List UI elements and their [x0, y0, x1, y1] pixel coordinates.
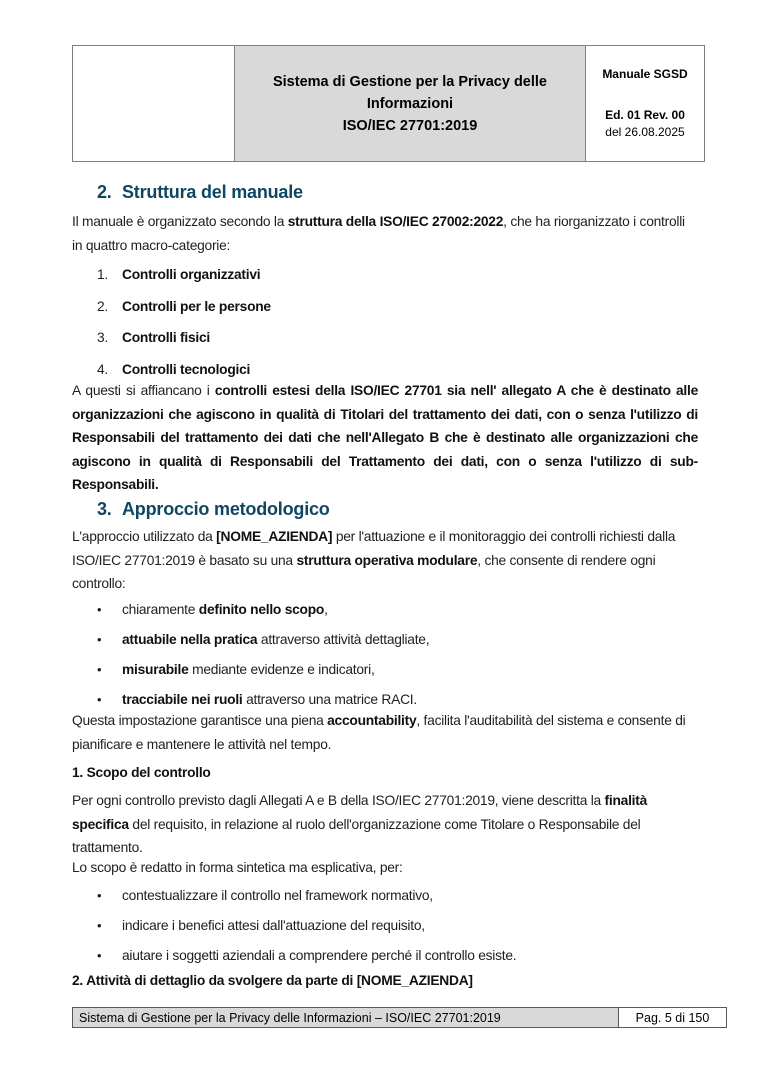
text-run-bold: definito nello scopo — [198, 602, 325, 617]
text-run: Per ogni controllo previsto dagli Allegati A e B della ISO/IEC 27701:2019, viene descritta la — [72, 793, 605, 808]
footer-title: Sistema di Gestione per la Privacy delle Informazioni – ISO/IEC 27701:2019 — [79, 1010, 501, 1025]
list-item — [72, 358, 698, 382]
text-run-bold: attuabile nella pratica — [122, 632, 258, 647]
paragraph-finalita — [72, 789, 698, 860]
heading-number: 3. — [97, 499, 112, 519]
list-item — [72, 688, 698, 712]
text-run: L'approccio utilizzato da — [72, 529, 217, 544]
heading-text: Struttura del manuale — [122, 182, 303, 202]
subheading-scopo: 1. Scopo del controllo — [72, 765, 211, 780]
subheading-attivita: 2. Attività di dettaglio da svolgere da parte di [NOME_AZIENDA] — [72, 973, 473, 988]
list-number: 1. — [97, 267, 109, 282]
bullet-icon: • — [97, 948, 102, 963]
list-item-label: Controlli fisici — [122, 330, 210, 345]
document-title: Sistema di Gestione per la Privacy delle Informazioni — [272, 73, 547, 112]
list-item-text — [122, 658, 375, 682]
text-run: Questa impostazione garantisce una piena — [72, 713, 328, 728]
list-item — [72, 598, 698, 622]
text-run: A questi si affiancano i — [72, 383, 215, 398]
section-heading-3 — [72, 498, 698, 521]
footer-page-cell — [619, 1008, 726, 1027]
bullet-icon: • — [97, 602, 102, 617]
section-heading-2 — [72, 181, 698, 204]
paragraph-accountability — [72, 709, 698, 756]
list-item-text — [122, 688, 417, 712]
list-item-label: Controlli per le persone — [122, 298, 271, 314]
list-item — [72, 658, 698, 682]
bullet-list-scopo — [72, 884, 698, 974]
list-item — [72, 914, 698, 938]
doc-code: Manuale SGSD — [602, 67, 688, 81]
bullet-icon: • — [97, 662, 102, 677]
text-run-bold: misurabile — [122, 662, 189, 677]
logo-placeholder — [73, 46, 235, 161]
text-run-bold: [NOME_AZIENDA] — [216, 529, 333, 544]
text-run: del requisito, in relazione al ruolo dell'organizzazione come Titolare o Responsabile del trattamento. — [72, 816, 641, 855]
standard-reference: ISO/IEC 27701:2019 — [342, 117, 478, 134]
list-item-text — [122, 598, 328, 622]
bullet-icon: • — [97, 888, 102, 903]
text-run: , — [324, 602, 328, 617]
list-item-label: Controlli organizzativi — [122, 267, 261, 282]
heading-text: Approccio metodologico — [122, 499, 330, 519]
list-item — [72, 295, 698, 319]
footer-table — [72, 1007, 727, 1028]
list-number: 3. — [97, 330, 109, 345]
text-run: , che consente di rendere ogni controllo: — [72, 552, 656, 591]
text-run-bold: struttura operativa modulare — [296, 552, 478, 568]
page-indicator: Pag. 5 di 150 — [635, 1010, 710, 1025]
text-run: , che ha riorganizzato i controlli in quattro macro-categorie: — [72, 214, 685, 253]
list-item — [72, 944, 698, 968]
paragraph-scopo-redatto: Lo scopo è redatto in forma sintetica ma esplicativa, per: — [72, 860, 403, 875]
header-table — [72, 45, 705, 162]
list-item-text: indicare i benefici attesi dall'attuazione del requisito, — [122, 918, 425, 933]
text-run-bold: tracciabile nei ruoli — [122, 692, 243, 707]
numbered-list — [72, 263, 698, 389]
document-meta-cell — [586, 46, 704, 161]
text-run: Il manuale è organizzato secondo la — [72, 214, 288, 229]
text-run: , facilita l'auditabilità del sistema e consente di pianificare e mantenere le attività nel tempo. — [72, 713, 686, 752]
bullet-icon: • — [97, 632, 102, 647]
text-run: attraverso attività dettagliate, — [257, 632, 430, 647]
list-item — [72, 884, 698, 908]
footer-title-cell — [73, 1008, 619, 1027]
list-item-label: Controlli tecnologici — [122, 361, 251, 377]
list-item-text — [122, 628, 429, 652]
list-item-text: aiutare i soggetti aziendali a comprendere perché il controllo esiste. — [122, 948, 517, 963]
bullet-icon: • — [97, 692, 102, 707]
list-item — [72, 263, 698, 287]
doc-date: del 26.08.2025 — [605, 125, 685, 139]
text-run: chiaramente — [122, 602, 199, 617]
paragraph-intro — [72, 210, 698, 257]
text-run: per l'attuazione e il monitoraggio dei controlli richiesti dalla ISO/IEC 27701:2019 è basato su una — [72, 529, 676, 568]
text-run-bold: finalità specifica — [72, 793, 648, 832]
list-number: 2. — [97, 298, 109, 314]
heading-number: 2. — [97, 182, 112, 202]
paragraph-allegati — [72, 379, 698, 497]
text-run: attraverso una matrice RACI. — [242, 692, 417, 707]
text-run-bold: accountability — [327, 713, 417, 728]
paragraph-approccio — [72, 525, 698, 596]
text-run-bold: struttura della ISO/IEC 27002:2022 — [287, 214, 504, 229]
text-run: mediante evidenze e indicatori, — [188, 662, 375, 677]
list-item — [72, 628, 698, 652]
bullet-list-controllo — [72, 598, 698, 718]
text-run-bold: controlli estesi della ISO/IEC 27701 sia nell' allegato A che è destinato alle organizzazioni che agiscono in qualità di Titolari del trattamento dei dati, con o senza l'utilizzo di Responsabili del trattamento dei dati che nell'Allegato B che è destinato alle organizzazioni che agiscono in qualità di Responsabili del Trattamento dei dati, con o senza l'utilizzo di sub-Responsabili. — [72, 383, 698, 492]
document-title-cell — [235, 46, 586, 161]
doc-edition: Ed. 01 Rev. 00 — [605, 108, 685, 122]
list-item — [72, 326, 698, 350]
list-item-text: contestualizzare il controllo nel framework normativo, — [122, 888, 433, 903]
bullet-icon: • — [97, 918, 102, 933]
list-number: 4. — [97, 361, 109, 377]
